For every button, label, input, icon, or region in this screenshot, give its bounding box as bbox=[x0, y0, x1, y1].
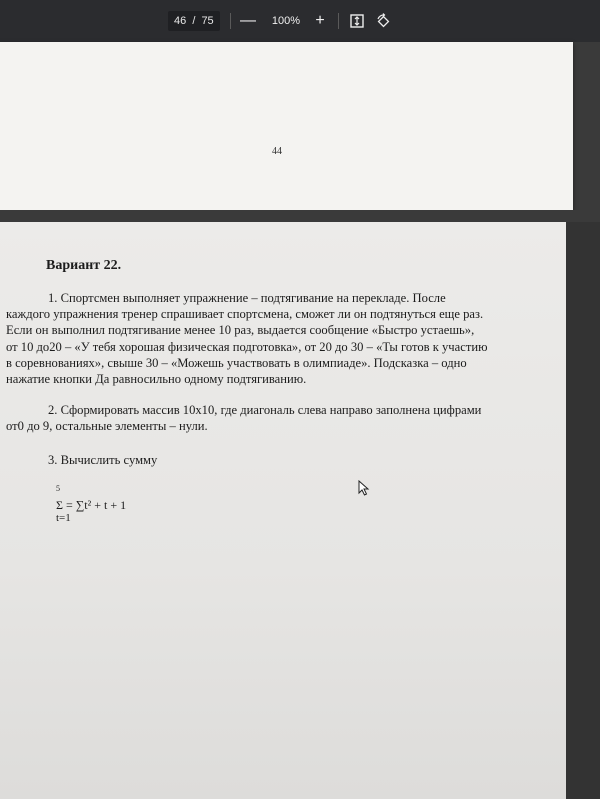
viewer-right-gutter bbox=[566, 222, 600, 799]
rotate-icon[interactable] bbox=[374, 10, 392, 32]
previous-page bbox=[0, 42, 573, 210]
task-1-line: в соревнованиях», свыше 30 – «Можешь участвовать в олимпиаде». Подсказка – одно bbox=[6, 355, 467, 370]
mouse-cursor-icon bbox=[358, 480, 370, 496]
page-number: 44 bbox=[272, 146, 282, 157]
task-2 bbox=[6, 402, 481, 434]
task-1-line: нажатие кнопки Да равносильно одному подтягиванию. bbox=[6, 372, 307, 387]
current-page-content bbox=[0, 222, 566, 799]
toolbar-divider bbox=[338, 13, 339, 29]
task-1-line: от 10 до20 – «У тебя хорошая физическая подготовка», от 20 до 30 – «Ты готов к участию bbox=[6, 339, 488, 354]
task-1-line: 1. Спортсмен выполняет упражнение – подтягивание на перекладе. После bbox=[48, 291, 446, 305]
current-page[interactable]: 46 bbox=[174, 15, 187, 27]
formula-lower-limit: t=1 bbox=[56, 512, 71, 524]
total-pages: 75 bbox=[201, 15, 214, 27]
page-indicator[interactable] bbox=[168, 11, 220, 31]
task-2-line: от0 до 9, остальные элементы – нули. bbox=[6, 419, 208, 434]
formula-expression: Σ = ∑t² + t + 1 bbox=[56, 498, 127, 512]
page-separator-gap bbox=[0, 210, 600, 222]
task-1-line: Если он выполнил подтягивание менее 10 раз, выдается сообщение «Быстро устаешь», bbox=[6, 323, 475, 338]
sum-formula bbox=[56, 484, 176, 536]
task-2-line: 2. Сформировать массив 10х10, где диагональ слева направо заполнена цифрами bbox=[48, 403, 482, 417]
formula-upper-limit: 5 bbox=[56, 484, 60, 493]
zoom-level: 100% bbox=[271, 15, 301, 27]
variant-heading: Вариант 22. bbox=[46, 258, 122, 273]
zoom-in-button[interactable]: + bbox=[315, 12, 325, 29]
fit-to-page-icon[interactable] bbox=[348, 10, 366, 32]
task-1-line: каждого упражнения тренер спрашивает спортсмена, сможет ли он подтянуться еще раз. bbox=[6, 307, 484, 322]
page-separator: / bbox=[192, 15, 196, 27]
pdf-toolbar bbox=[0, 0, 600, 42]
zoom-out-button[interactable]: — bbox=[240, 12, 256, 29]
task-3 bbox=[6, 452, 157, 468]
toolbar-divider bbox=[230, 13, 231, 29]
task-1 bbox=[6, 290, 487, 387]
task-3-line: 3. Вычислить сумму bbox=[48, 453, 158, 467]
